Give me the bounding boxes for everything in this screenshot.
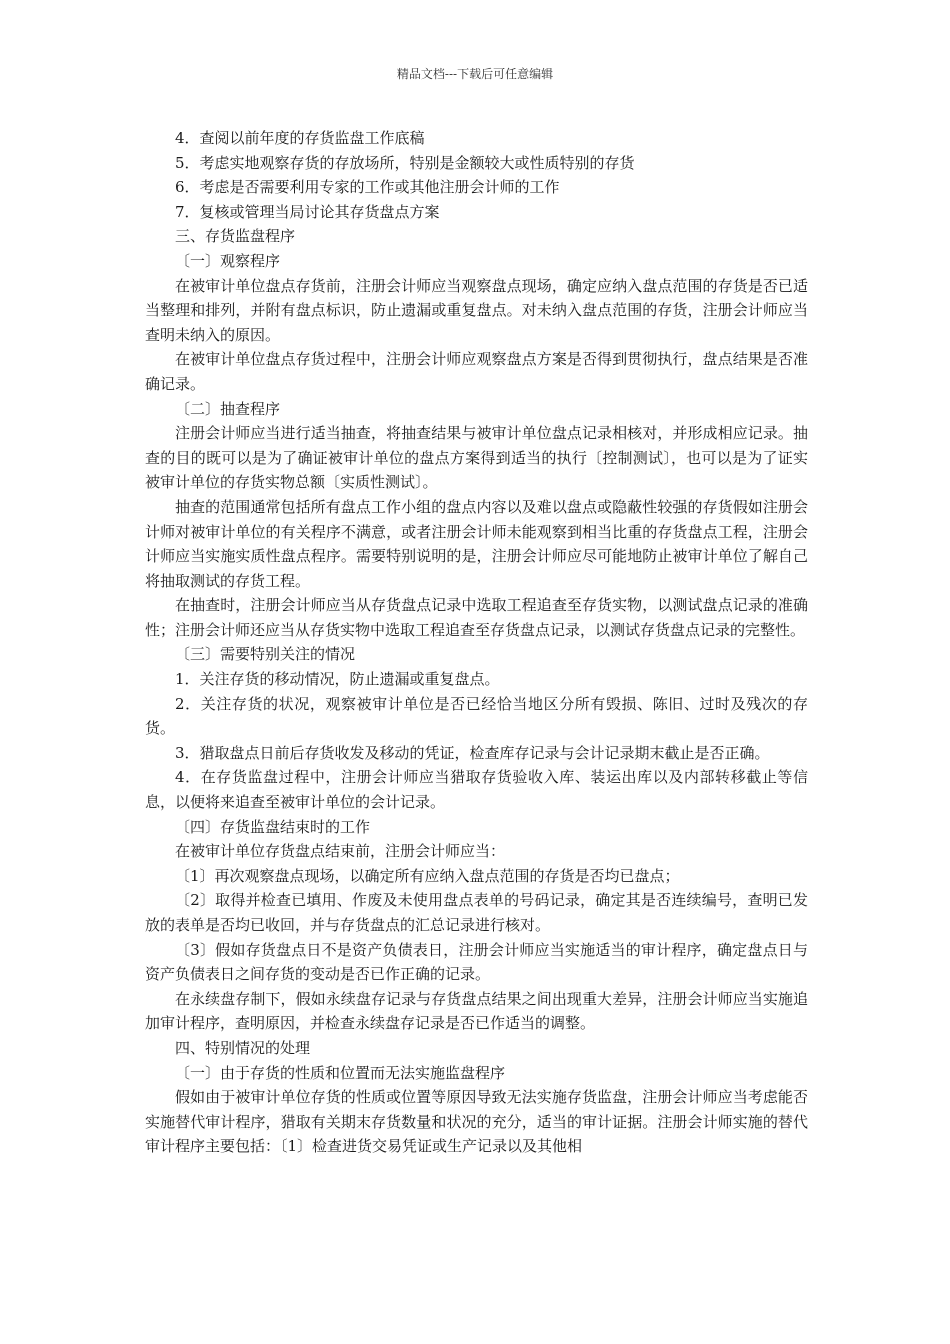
paragraph: 〔3〕假如存货盘点日不是资产负债表日，注册会计师应当实施适当的审计程序，确定盘点日与资产负债表日之间存货的变动是否已作正确的记录。 [145,940,808,984]
paragraph: 1．关注存货的移动情况，防止遗漏或重复盘点。 [175,670,500,689]
document-body [145,126,808,1159]
subsection-heading: 〔二〕抽查程序 [175,399,281,418]
paragraph: 5．考虑实地观察存货的存放场所，特别是金额较大或性质特别的存货 [175,153,635,172]
paragraph: 假如由于被审计单位存货的性质或位置等原因导致无法实施存货监盘，注册会计师应当考虑能否实施替代审计程序，猎取有关期末存货数量和状况的充分，适当的审计证据。注册会计师实施的替代审计程序主要包括：〔1〕检查进货交易凭证或生产记录以及其他相 [145,1088,808,1156]
paragraph: 在抽查时，注册会计师应当从存货盘点记录中选取工程追查至存货实物，以测试盘点记录的准确性；注册会计师还应当从存货实物中选取工程追查至存货盘点记录，以测试存货盘点记录的完整性。 [145,596,808,639]
paragraph: 抽查的范围通常包括所有盘点工作小组的盘点内容以及难以盘点或隐蔽性较强的存货假如注册会计师对被审计单位的有关程序不满意，或者注册会计师未能观察到相当比重的存货盘点工程，注册会计师应当实施实质性盘点程序。需要特别说明的是，注册会计师应尽可能地防止被审计单位了解自己将抽取测试的存货工程。 [145,497,808,590]
paragraph: 注册会计师应当进行适当抽查，将抽查结果与被审计单位盘点记录相核对，并形成相应记录。抽查的目的既可以是为了确证被审计单位的盘点方案得到适当的执行〔控制测试〕，也可以是为了证实被审计单位的存货实物总额〔实质性测试〕。 [145,424,808,492]
paragraph: 2．关注存货的状况，观察被审计单位是否已经恰当地区分所有毁损、陈旧、过时及残次的存货。 [145,694,808,738]
paragraph: 4．在存货监盘过程中，注册会计师应当猎取存货验收入库、装运出库以及内部转移截止等信息，以便将来追查至被审计单位的会计记录。 [145,768,808,812]
subsection-heading: 〔四〕存货监盘结束时的工作 [175,817,371,836]
paragraph: 7．复核或管理当局讨论其存货盘点方案 [175,202,440,221]
paragraph: 在被审计单位盘点存货前，注册会计师应当观察盘点现场，确定应纳入盘点范围的存货是否已适当整理和排列，并附有盘点标识，防止遗漏或重复盘点。对未纳入盘点范围的存货，注册会计师应当查明未纳入的原因。 [145,276,808,344]
paragraph: 4．查阅以前年度的存货监盘工作底稿 [175,129,425,147]
paragraph: 在被审计单位存货盘点结束前，注册会计师应当： [175,842,506,861]
paragraph: 〔2〕取得并检查已填用、作废及未使用盘点表单的号码记录，确定其是否连续编号，查明已发放的表单是否均已收回，并与存货盘点的汇总记录进行核对。 [145,891,808,934]
section-heading: 四、特别情况的处理 [175,1038,311,1057]
paragraph: 6．考虑是否需要利用专家的工作或其他注册会计师的工作 [175,178,560,197]
paragraph: 3．猎取盘点日前后存货收发及移动的凭证，检查库存记录与会计记录期末截止是否正确。 [175,743,770,762]
subsection-heading: 〔一〕由于存货的性质和位置而无法实施监盘程序 [175,1063,506,1082]
section-heading: 三、存货监盘程序 [175,227,296,246]
paragraph: 在被审计单位盘点存货过程中，注册会计师应观察盘点方案是否得到贯彻执行，盘点结果是否准确记录。 [145,350,808,393]
subsection-heading: 〔三〕需要特别关注的情况 [175,645,356,664]
paragraph: 在永续盘存制下，假如永续盘存记录与存货盘点结果之间出现重大差异，注册会计师应当实施追加审计程序，查明原因，并检查永续盘存记录是否已作适当的调整。 [145,989,808,1033]
subsection-heading: 〔一〕观察程序 [175,251,281,270]
paragraph: 〔1〕再次观察盘点现场，以确定所有应纳入盘点范围的存货是否均已盘点； [175,866,680,885]
page-header: 精品文档---下载后可任意编辑 [396,67,554,81]
